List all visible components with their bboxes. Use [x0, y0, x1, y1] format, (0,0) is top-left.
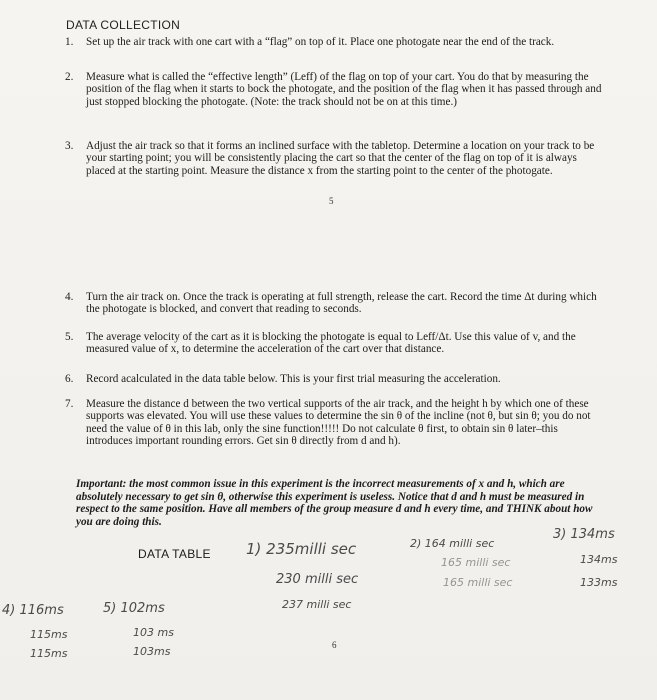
handwritten-trial-3-row-1: 3) 134ms [553, 527, 615, 542]
handwritten-trial-3-row-2: 134ms [580, 553, 618, 566]
handwritten-trial-1-row-1: 1) 235milli sec [246, 540, 357, 558]
handwritten-trial-2-row-3: 165 milli sec [443, 576, 513, 589]
handwritten-trial-2-row-2: 165 milli sec [441, 556, 511, 569]
handwritten-trial-4-row-3: 115ms [30, 647, 68, 660]
handwritten-trial-3-row-3: 133ms [580, 576, 618, 589]
handwritten-trial-4-row-1: 4) 116ms [2, 603, 64, 618]
instruction-item-5 [65, 331, 605, 356]
handwritten-trial-5-row-3: 103ms [133, 645, 171, 658]
handwritten-trial-5-row-1: 5) 102ms [103, 601, 165, 616]
item-number: 1. [65, 36, 74, 48]
item-text: Record acalculated in the data table below. This is your first trial measuring the acceleration. [86, 373, 501, 385]
item-number: 2. [65, 71, 74, 83]
item-text: The average velocity of the cart as it is blocking the photogate is equal to Leff/Δt. Use this value of v, and the measured value of x, to determine the acceleration of the cart over that distance. [86, 331, 576, 356]
instruction-item-2 [65, 71, 605, 108]
item-text: Turn the air track on. Once the track is operating at full strength, release the cart. Record the time Δt during which the photogate is blocked, and convert that reading to seconds. [86, 291, 597, 316]
instruction-item-1 [65, 36, 605, 48]
instruction-item-3 [65, 140, 605, 177]
item-number: 7. [65, 398, 74, 410]
item-number: 4. [65, 291, 74, 303]
handwritten-trial-2-row-1: 2) 164 milli sec [410, 537, 495, 550]
important-note: Important: the most common issue in this experiment is the incorrect measurements of x and h, which are absolutely necessary to get sin θ, otherwise this experiment is useless. Notice that d and h must be measured in respect to the same position. Have all members of the group measure d and h every time, and THINK about how you are doing this. [76, 478, 593, 528]
item-text: Measure what is called the “effective length” (Leff) of the flag on top of your cart. You do that by measuring the position of the flag when it starts to bock the photogate, and the position of the flag when it has passed through and just stopped blocking the photogate. (Note: the track should not be on at this time.) [86, 71, 602, 108]
item-text: Set up the air track with one cart with a “flag” on top of it. Place one photogate near the end of the track. [86, 36, 555, 48]
section-heading: DATA COLLECTION [66, 18, 181, 32]
handwritten-trial-1-row-2: 230 milli sec [276, 572, 359, 587]
item-text: Adjust the air track so that it forms an inclined surface with the tabletop. Determine a location on your track to be your starting point; you will be consistently placing the cart so that the center of the flag on top of it is always placed at the starting point. Measure the distance x from the starting point to the center of the photogate. [86, 140, 595, 177]
item-number: 3. [65, 140, 74, 152]
page-number-bottom: 6 [332, 640, 337, 650]
data-table-label: DATA TABLE [138, 547, 211, 561]
handwritten-trial-1-row-3: 237 milli sec [282, 598, 352, 611]
handwritten-trial-5-row-2: 103 ms [133, 626, 174, 639]
instruction-item-6 [65, 373, 605, 385]
item-number: 5. [65, 331, 74, 343]
item-number: 6. [65, 373, 74, 385]
instruction-item-7 [65, 398, 605, 448]
page-number: 5 [329, 196, 334, 206]
handwritten-trial-4-row-2: 115ms [30, 628, 68, 641]
item-text: Measure the distance d between the two vertical supports of the air track, and the height h by which one of these supports was elevated. You will use these values to determine the sin θ of the incline (not θ, but sin θ; you do not need the value of θ in this lab, only the sine function!!!!! Do not calculate θ first, to obtain sin θ later–this introduces important rounding errors. Get sin θ directly from d and h). [86, 398, 591, 448]
instruction-item-4 [65, 291, 605, 316]
